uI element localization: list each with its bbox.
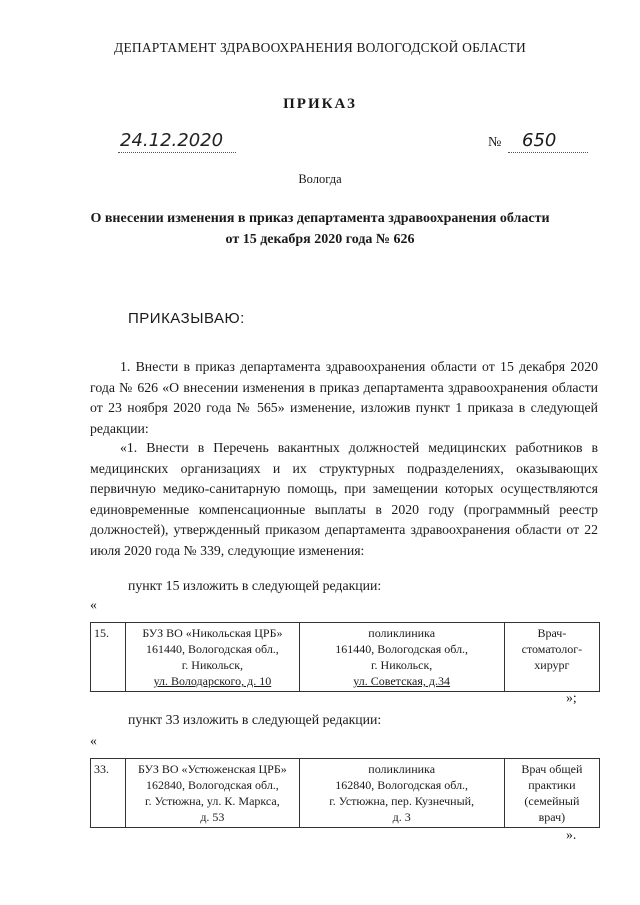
- amendment-intro-33: пункт 33 изложить в следующей редакции:: [128, 712, 382, 727]
- open-quote: «: [90, 597, 97, 612]
- position-line: врач): [538, 810, 566, 824]
- position-line: практики: [528, 778, 576, 792]
- unit-address-line: 162840, Вологодская обл.,: [335, 778, 469, 792]
- position-cell: [504, 759, 599, 828]
- org-address-line: ул. Володарского, д. 10: [153, 674, 272, 688]
- unit-name: поликлиника: [368, 626, 436, 640]
- unit-cell: [299, 759, 504, 828]
- org-name: БУЗ ВО «Никольская ЦРБ»: [142, 626, 283, 640]
- table-row: [91, 623, 600, 692]
- organization-cell: [126, 759, 299, 828]
- position-line: Врач общей: [521, 762, 583, 776]
- org-address-line: 161440, Вологодская обл.,: [145, 642, 279, 656]
- unit-address-line: 161440, Вологодская обл.,: [335, 642, 469, 656]
- org-address-line: 162840, Вологодская обл.,: [145, 778, 279, 792]
- table-row: [91, 759, 600, 828]
- org-name: БУЗ ВО «Устюженская ЦРБ»: [138, 762, 287, 776]
- position-cell: [504, 623, 599, 692]
- position-line: Врач-: [537, 626, 567, 640]
- organization-cell: [126, 623, 299, 692]
- amendment-intro-15: пункт 15 изложить в следующей редакции:: [128, 578, 382, 593]
- org-address-line: г. Никольск,: [181, 658, 244, 672]
- subject-line-1: О внесении изменения в приказ департамента здравоохранения области: [90, 211, 550, 226]
- city-name: Вологда: [298, 172, 342, 186]
- position-line: стоматолог-: [521, 642, 583, 656]
- paragraph-1: 1. Внести в приказ департамента здравоохранения области от 15 декабря 2020 года № 626 «О внесении изменения в приказ департамента здравоохранения области от 23 ноября 2020 года № 565» изменение, изложив пункт 1 приказа в следующей редакции:: [90, 359, 598, 436]
- org-address-line: д. 53: [200, 810, 225, 824]
- order-number-handwritten: 650: [522, 130, 557, 151]
- document-type-title: ПРИКАЗ: [283, 96, 357, 112]
- number-underline: [508, 152, 588, 153]
- position-table-15: [90, 622, 600, 692]
- department-header: ДЕПАРТАМЕНТ ЗДРАВООХРАНЕНИЯ ВОЛОГОДСКОЙ ОБЛАСТИ: [114, 40, 526, 55]
- open-quote: «: [90, 733, 97, 748]
- order-date-handwritten: 24.12.2020: [120, 130, 224, 151]
- position-line: (семейный: [524, 794, 580, 808]
- row-number: 33.: [91, 759, 126, 828]
- subject-line-2: от 15 декабря 2020 года № 626: [225, 232, 415, 247]
- unit-cell: [299, 623, 504, 692]
- row-number: 15.: [91, 623, 126, 692]
- date-underline: [118, 152, 236, 153]
- number-sign: №: [488, 135, 502, 150]
- unit-address-line: г. Никольск,: [370, 658, 433, 672]
- position-table-33: [90, 758, 600, 828]
- close-quote: ».: [566, 827, 577, 842]
- unit-address-line: ул. Советская, д.34: [353, 674, 450, 688]
- decree-word: ПРИКАЗЫВАЮ:: [128, 310, 245, 327]
- close-quote: »;: [566, 690, 577, 705]
- unit-address-line: г. Устюжна, пер. Кузнечный,: [329, 794, 475, 808]
- position-line: хирург: [534, 658, 570, 672]
- unit-address-line: д. 3: [392, 810, 411, 824]
- order-subject: [80, 208, 560, 250]
- paragraph-2: «1. Внести в Перечень вакантных должностей медицинских работников в медицинских организациях и их структурных подразделениях, оказывающих первичную медико-санитарную помощь, при замещении которых осуществляются единовременные компенсационные выплаты в 2020 году (программный реестр должностей), утвержденный приказом департамента здравоохранения области от 22 июля 2020 года № 339, следующие изменения:: [90, 440, 598, 558]
- unit-name: поликлиника: [368, 762, 436, 776]
- org-address-line: г. Устюжна, ул. К. Маркса,: [145, 794, 280, 808]
